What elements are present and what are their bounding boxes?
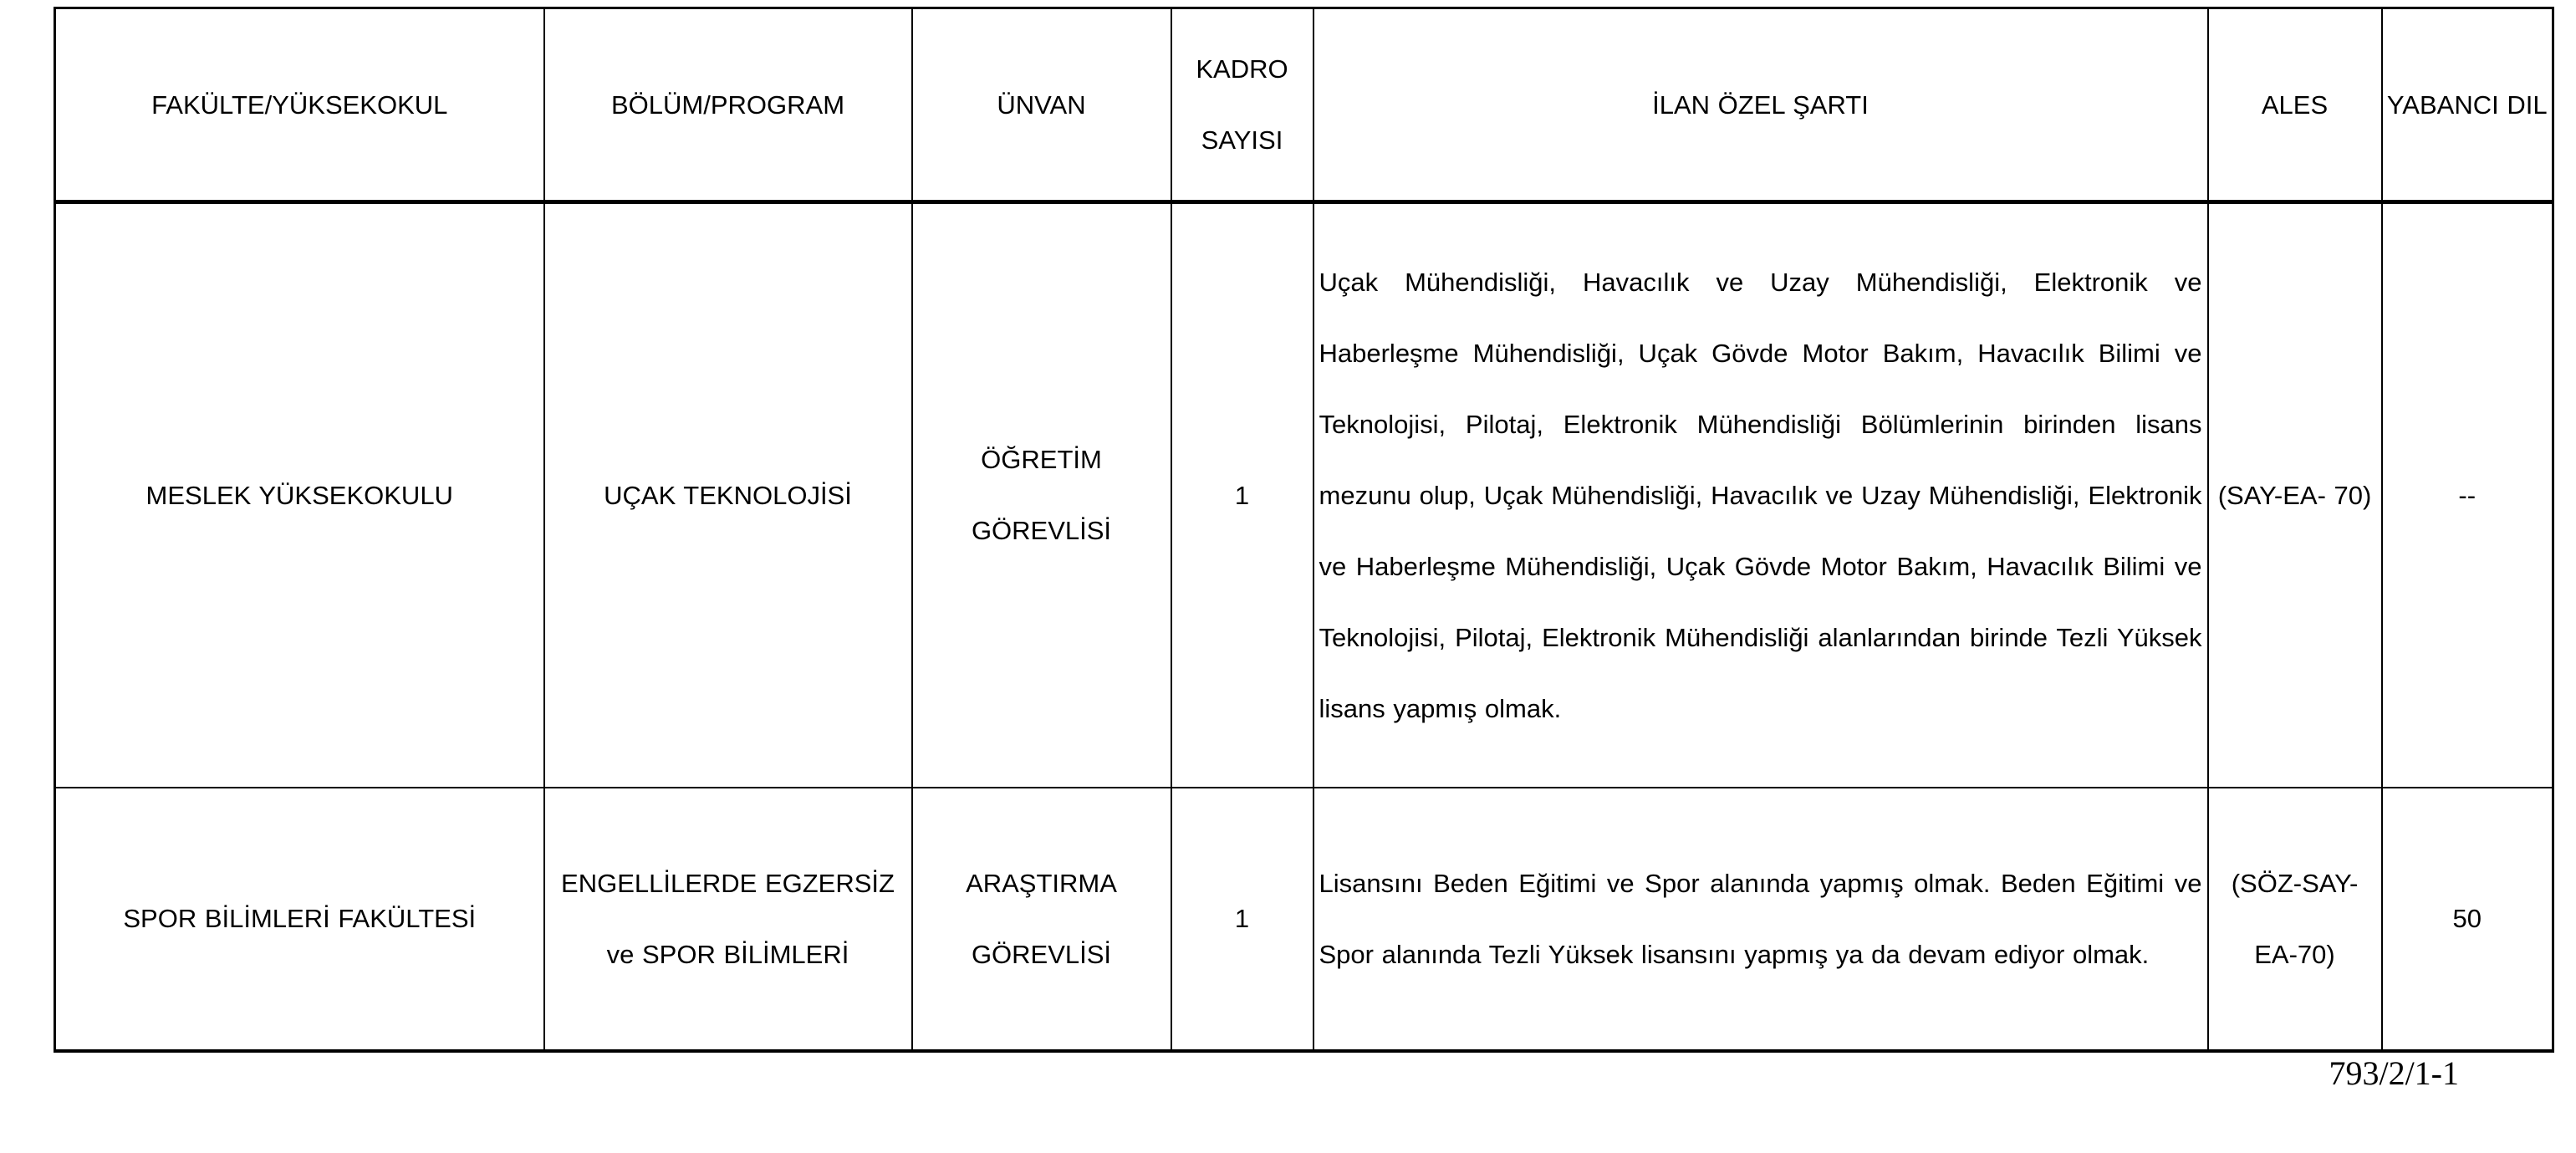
position-announcement-table — [54, 7, 2554, 1053]
cell-bolum: UÇAK TEKNOLOJİSİ — [544, 202, 912, 788]
header-ales: ALES — [2208, 8, 2382, 202]
cell-ilan-ozel-sarti: Lisansını Beden Eğitimi ve Spor alanında yapmış olmak. Beden Eğitimi ve Spor alanında Tezli Yüksek lisansını yapmış ya da devam ediyor olmak. — [1314, 788, 2208, 1051]
header-kadro-sayisi: KADRO SAYISI — [1171, 8, 1314, 202]
header-ilan-ozel-sarti: İLAN ÖZEL ŞARTI — [1314, 8, 2208, 202]
cell-yabanci-dil: -- — [2382, 202, 2553, 788]
cell-kadro-sayisi: 1 — [1171, 788, 1314, 1051]
table-header-row — [55, 8, 2553, 202]
cell-ales: (SAY-EA- 70) — [2208, 202, 2382, 788]
cell-yabanci-dil: 50 — [2382, 788, 2553, 1051]
header-unvan: ÜNVAN — [912, 8, 1171, 202]
header-bolum-program: BÖLÜM/PROGRAM — [544, 8, 912, 202]
table-row — [55, 202, 2553, 788]
cell-fakulte: MESLEK YÜKSEKOKULU — [55, 202, 544, 788]
cell-kadro-sayisi: 1 — [1171, 202, 1314, 788]
cell-bolum: ENGELLİLERDE EGZERSİZ ve SPOR BİLİMLERİ — [544, 788, 912, 1051]
header-yabanci-dil: YABANCI DIL — [2382, 8, 2553, 202]
header-fakulte-yuksekokul: FAKÜLTE/YÜKSEKOKUL — [55, 8, 544, 202]
cell-unvan: ARAŞTIRMA GÖREVLİSİ — [912, 788, 1171, 1051]
document-reference-number: 793/2/1-1 — [2329, 1054, 2459, 1092]
cell-ilan-ozel-sarti: Uçak Mühendisliği, Havacılık ve Uzay Mühendisliği, Elektronik ve Haberleşme Mühendisliği, Uçak Gövde Motor Bakım, Havacılık Bilimi ve Teknolojisi, Pilotaj, Elektronik Mühendisliği Bölümlerinin birinden lisans mezunu olup, Uçak Mühendisliği, Havacılık ve Uzay Mühendisliği, Elektronik ve Haberleşme Mühendisliği, Uçak Gövde Motor Bakım, Havacılık Bilimi ve Teknolojisi, Pilotaj, Elektronik Mühendisliği alanlarından birinde Tezli Yüksek lisans yapmış olmak. — [1314, 202, 2208, 788]
cell-fakulte: SPOR BİLİMLERİ FAKÜLTESİ — [55, 788, 544, 1051]
cell-ales: (SÖZ-SAY- EA-70) — [2208, 788, 2382, 1051]
cell-unvan: ÖĞRETİM GÖREVLİSİ — [912, 202, 1171, 788]
table-row — [55, 788, 2553, 1051]
